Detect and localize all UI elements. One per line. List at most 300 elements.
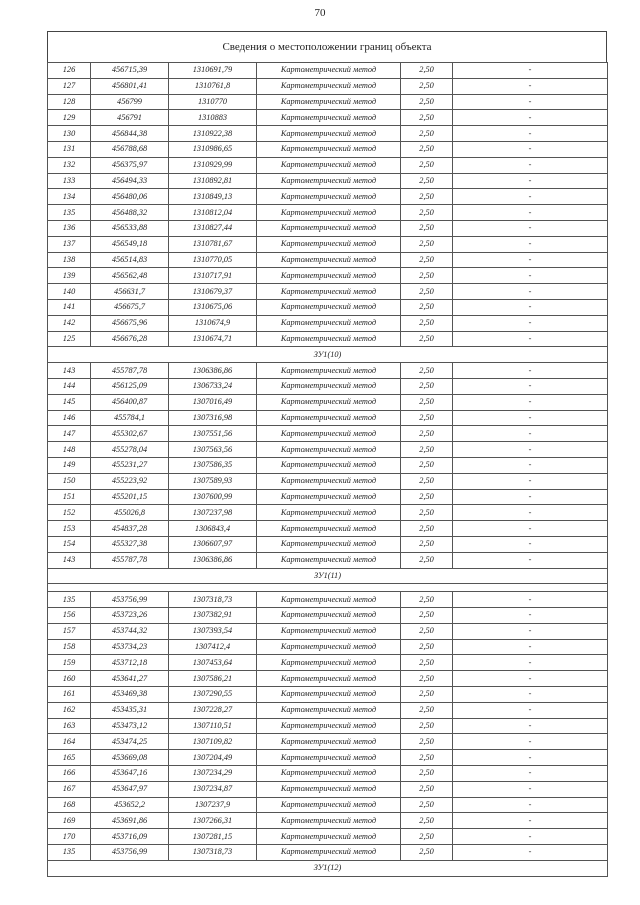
y-coordinate-cell: 1307318,73 xyxy=(169,592,257,608)
method-cell: Картометрический метод xyxy=(257,331,401,347)
table-row xyxy=(48,797,608,813)
x-coordinate-cell: 453473,12 xyxy=(91,718,169,734)
y-coordinate-cell: 1310674,9 xyxy=(169,315,257,331)
y-coordinate-cell: 1307318,73 xyxy=(169,845,257,861)
description-cell: - xyxy=(453,592,608,608)
point-number-cell: 157 xyxy=(48,623,91,639)
x-coordinate-cell: 455223,92 xyxy=(91,473,169,489)
method-cell: Картометрический метод xyxy=(257,457,401,473)
point-number-cell: 135 xyxy=(48,592,91,608)
method-cell: Картометрический метод xyxy=(257,94,401,110)
accuracy-cell: 2,50 xyxy=(401,623,453,639)
accuracy-cell: 2,50 xyxy=(401,608,453,624)
description-cell: - xyxy=(453,687,608,703)
accuracy-cell: 2,50 xyxy=(401,442,453,458)
table-row xyxy=(48,671,608,687)
x-coordinate-cell: 455327,38 xyxy=(91,536,169,552)
x-coordinate-cell: 453756,99 xyxy=(91,845,169,861)
point-number-cell: 154 xyxy=(48,536,91,552)
block-spacer xyxy=(48,584,608,592)
accuracy-cell: 2,50 xyxy=(401,189,453,205)
description-cell: - xyxy=(453,766,608,782)
accuracy-cell: 2,50 xyxy=(401,110,453,126)
accuracy-cell: 2,50 xyxy=(401,505,453,521)
y-coordinate-cell: 1310761,8 xyxy=(169,78,257,94)
point-number-cell: 138 xyxy=(48,252,91,268)
table-row xyxy=(48,505,608,521)
y-coordinate-cell: 1310812,04 xyxy=(169,205,257,221)
point-number-cell: 130 xyxy=(48,126,91,142)
section-label-row xyxy=(48,347,608,363)
x-coordinate-cell: 455787,78 xyxy=(91,552,169,568)
x-coordinate-cell: 453647,16 xyxy=(91,766,169,782)
point-number-cell: 145 xyxy=(48,394,91,410)
point-number-cell: 156 xyxy=(48,608,91,624)
description-cell: - xyxy=(453,457,608,473)
y-coordinate-cell: 1307412,4 xyxy=(169,639,257,655)
table-row xyxy=(48,252,608,268)
method-cell: Картометрический метод xyxy=(257,378,401,394)
x-coordinate-cell: 455231,27 xyxy=(91,457,169,473)
method-cell: Картометрический метод xyxy=(257,426,401,442)
table-row xyxy=(48,315,608,331)
description-cell: - xyxy=(453,623,608,639)
table-row xyxy=(48,189,608,205)
x-coordinate-cell: 453756,99 xyxy=(91,592,169,608)
y-coordinate-cell: 1307589,93 xyxy=(169,473,257,489)
description-cell: - xyxy=(453,205,608,221)
method-cell: Картометрический метод xyxy=(257,813,401,829)
point-number-cell: 137 xyxy=(48,236,91,252)
method-cell: Картометрический метод xyxy=(257,608,401,624)
y-coordinate-cell: 1307586,35 xyxy=(169,457,257,473)
y-coordinate-cell: 1310986,65 xyxy=(169,141,257,157)
section-label: ЗУ1(12) xyxy=(48,860,608,876)
y-coordinate-cell: 1310674,71 xyxy=(169,331,257,347)
x-coordinate-cell: 455302,67 xyxy=(91,426,169,442)
table-row xyxy=(48,63,608,79)
x-coordinate-cell: 456488,32 xyxy=(91,205,169,221)
y-coordinate-cell: 1307016,49 xyxy=(169,394,257,410)
coordinates-table-body xyxy=(48,63,608,877)
table-row xyxy=(48,687,608,703)
x-coordinate-cell: 456675,7 xyxy=(91,299,169,315)
x-coordinate-cell: 456400,87 xyxy=(91,394,169,410)
point-number-cell: 133 xyxy=(48,173,91,189)
x-coordinate-cell: 453469,38 xyxy=(91,687,169,703)
method-cell: Картометрический метод xyxy=(257,845,401,861)
x-coordinate-cell: 456125,09 xyxy=(91,378,169,394)
x-coordinate-cell: 456631,7 xyxy=(91,284,169,300)
method-cell: Картометрический метод xyxy=(257,220,401,236)
point-number-cell: 131 xyxy=(48,141,91,157)
x-coordinate-cell: 456533,88 xyxy=(91,220,169,236)
table-row xyxy=(48,236,608,252)
y-coordinate-cell: 1307316,98 xyxy=(169,410,257,426)
table-row xyxy=(48,536,608,552)
accuracy-cell: 2,50 xyxy=(401,331,453,347)
table-row xyxy=(48,394,608,410)
x-coordinate-cell: 455201,15 xyxy=(91,489,169,505)
table-row xyxy=(48,78,608,94)
x-coordinate-cell: 453716,09 xyxy=(91,829,169,845)
method-cell: Картометрический метод xyxy=(257,671,401,687)
x-coordinate-cell: 456494,33 xyxy=(91,173,169,189)
table-row xyxy=(48,299,608,315)
accuracy-cell: 2,50 xyxy=(401,592,453,608)
y-coordinate-cell: 1310691,79 xyxy=(169,63,257,79)
point-number-cell: 135 xyxy=(48,205,91,221)
y-coordinate-cell: 1310929,99 xyxy=(169,157,257,173)
x-coordinate-cell: 453647,97 xyxy=(91,781,169,797)
table-row xyxy=(48,592,608,608)
accuracy-cell: 2,50 xyxy=(401,718,453,734)
accuracy-cell: 2,50 xyxy=(401,94,453,110)
method-cell: Картометрический метод xyxy=(257,489,401,505)
x-coordinate-cell: 453723,26 xyxy=(91,608,169,624)
method-cell: Картометрический метод xyxy=(257,252,401,268)
accuracy-cell: 2,50 xyxy=(401,78,453,94)
y-coordinate-cell: 1307382,91 xyxy=(169,608,257,624)
description-cell: - xyxy=(453,284,608,300)
description-cell: - xyxy=(453,829,608,845)
method-cell: Картометрический метод xyxy=(257,592,401,608)
description-cell: - xyxy=(453,845,608,861)
point-number-cell: 136 xyxy=(48,220,91,236)
accuracy-cell: 2,50 xyxy=(401,315,453,331)
accuracy-cell: 2,50 xyxy=(401,655,453,671)
point-number-cell: 143 xyxy=(48,363,91,379)
method-cell: Картометрический метод xyxy=(257,126,401,142)
section-label-row xyxy=(48,568,608,584)
table-row xyxy=(48,473,608,489)
y-coordinate-cell: 1307228,27 xyxy=(169,702,257,718)
accuracy-cell: 2,50 xyxy=(401,813,453,829)
accuracy-cell: 2,50 xyxy=(401,236,453,252)
method-cell: Картометрический метод xyxy=(257,766,401,782)
method-cell: Картометрический метод xyxy=(257,205,401,221)
y-coordinate-cell: 1307204,49 xyxy=(169,750,257,766)
table-row xyxy=(48,284,608,300)
accuracy-cell: 2,50 xyxy=(401,671,453,687)
accuracy-cell: 2,50 xyxy=(401,687,453,703)
table-row xyxy=(48,766,608,782)
spacer-cell xyxy=(48,584,608,592)
method-cell: Картометрический метод xyxy=(257,442,401,458)
table-row xyxy=(48,126,608,142)
accuracy-cell: 2,50 xyxy=(401,410,453,426)
boundary-table-sheet xyxy=(47,31,607,877)
description-cell: - xyxy=(453,750,608,766)
table-row xyxy=(48,363,608,379)
method-cell: Картометрический метод xyxy=(257,521,401,537)
table-row xyxy=(48,457,608,473)
method-cell: Картометрический метод xyxy=(257,157,401,173)
method-cell: Картометрический метод xyxy=(257,734,401,750)
y-coordinate-cell: 1307109,82 xyxy=(169,734,257,750)
accuracy-cell: 2,50 xyxy=(401,268,453,284)
method-cell: Картометрический метод xyxy=(257,363,401,379)
accuracy-cell: 2,50 xyxy=(401,489,453,505)
table-row xyxy=(48,489,608,505)
accuracy-cell: 2,50 xyxy=(401,394,453,410)
point-number-cell: 169 xyxy=(48,813,91,829)
x-coordinate-cell: 453691,86 xyxy=(91,813,169,829)
description-cell: - xyxy=(453,63,608,79)
y-coordinate-cell: 1307453,64 xyxy=(169,655,257,671)
y-coordinate-cell: 1307563,56 xyxy=(169,442,257,458)
accuracy-cell: 2,50 xyxy=(401,734,453,750)
point-number-cell: 147 xyxy=(48,426,91,442)
point-number-cell: 150 xyxy=(48,473,91,489)
table-row xyxy=(48,426,608,442)
table-row xyxy=(48,623,608,639)
method-cell: Картометрический метод xyxy=(257,750,401,766)
table-title: Сведения о местоположении границ объекта xyxy=(47,31,607,62)
accuracy-cell: 2,50 xyxy=(401,639,453,655)
description-cell: - xyxy=(453,331,608,347)
method-cell: Картометрический метод xyxy=(257,110,401,126)
description-cell: - xyxy=(453,110,608,126)
accuracy-cell: 2,50 xyxy=(401,845,453,861)
x-coordinate-cell: 455278,04 xyxy=(91,442,169,458)
point-number-cell: 144 xyxy=(48,378,91,394)
method-cell: Картометрический метод xyxy=(257,552,401,568)
y-coordinate-cell: 1306386,86 xyxy=(169,552,257,568)
description-cell: - xyxy=(453,655,608,671)
table-row xyxy=(48,173,608,189)
accuracy-cell: 2,50 xyxy=(401,781,453,797)
table-row xyxy=(48,94,608,110)
method-cell: Картометрический метод xyxy=(257,410,401,426)
description-cell: - xyxy=(453,252,608,268)
y-coordinate-cell: 1310717,91 xyxy=(169,268,257,284)
method-cell: Картометрический метод xyxy=(257,78,401,94)
table-row xyxy=(48,750,608,766)
x-coordinate-cell: 456480,06 xyxy=(91,189,169,205)
point-number-cell: 139 xyxy=(48,268,91,284)
y-coordinate-cell: 1307266,31 xyxy=(169,813,257,829)
accuracy-cell: 2,50 xyxy=(401,157,453,173)
method-cell: Картометрический метод xyxy=(257,687,401,703)
table-row xyxy=(48,205,608,221)
point-number-cell: 162 xyxy=(48,702,91,718)
table-row xyxy=(48,608,608,624)
method-cell: Картометрический метод xyxy=(257,189,401,205)
method-cell: Картометрический метод xyxy=(257,623,401,639)
y-coordinate-cell: 1307237,98 xyxy=(169,505,257,521)
description-cell: - xyxy=(453,442,608,458)
y-coordinate-cell: 1307586,21 xyxy=(169,671,257,687)
description-cell: - xyxy=(453,702,608,718)
point-number-cell: 127 xyxy=(48,78,91,94)
description-cell: - xyxy=(453,797,608,813)
method-cell: Картометрический метод xyxy=(257,505,401,521)
y-coordinate-cell: 1310827,44 xyxy=(169,220,257,236)
y-coordinate-cell: 1307290,55 xyxy=(169,687,257,703)
x-coordinate-cell: 456549,18 xyxy=(91,236,169,252)
description-cell: - xyxy=(453,299,608,315)
y-coordinate-cell: 1310892,81 xyxy=(169,173,257,189)
method-cell: Картометрический метод xyxy=(257,394,401,410)
table-row xyxy=(48,378,608,394)
description-cell: - xyxy=(453,608,608,624)
accuracy-cell: 2,50 xyxy=(401,829,453,845)
accuracy-cell: 2,50 xyxy=(401,220,453,236)
method-cell: Картометрический метод xyxy=(257,781,401,797)
y-coordinate-cell: 1306733,24 xyxy=(169,378,257,394)
table-row xyxy=(48,639,608,655)
point-number-cell: 153 xyxy=(48,521,91,537)
description-cell: - xyxy=(453,141,608,157)
point-number-cell: 140 xyxy=(48,284,91,300)
point-number-cell: 159 xyxy=(48,655,91,671)
x-coordinate-cell: 455787,78 xyxy=(91,363,169,379)
method-cell: Картометрический метод xyxy=(257,536,401,552)
point-number-cell: 129 xyxy=(48,110,91,126)
description-cell: - xyxy=(453,78,608,94)
x-coordinate-cell: 453474,25 xyxy=(91,734,169,750)
y-coordinate-cell: 1307551,56 xyxy=(169,426,257,442)
point-number-cell: 126 xyxy=(48,63,91,79)
accuracy-cell: 2,50 xyxy=(401,252,453,268)
x-coordinate-cell: 456799 xyxy=(91,94,169,110)
accuracy-cell: 2,50 xyxy=(401,63,453,79)
table-row xyxy=(48,781,608,797)
y-coordinate-cell: 1310922,38 xyxy=(169,126,257,142)
coordinates-table xyxy=(47,62,608,877)
y-coordinate-cell: 1307393,54 xyxy=(169,623,257,639)
table-row xyxy=(48,829,608,845)
description-cell: - xyxy=(453,268,608,284)
description-cell: - xyxy=(453,126,608,142)
y-coordinate-cell: 1307237,9 xyxy=(169,797,257,813)
y-coordinate-cell: 1306607,97 xyxy=(169,536,257,552)
point-number-cell: 167 xyxy=(48,781,91,797)
y-coordinate-cell: 1307281,15 xyxy=(169,829,257,845)
accuracy-cell: 2,50 xyxy=(401,552,453,568)
point-number-cell: 168 xyxy=(48,797,91,813)
point-number-cell: 125 xyxy=(48,331,91,347)
point-number-cell: 151 xyxy=(48,489,91,505)
point-number-cell: 128 xyxy=(48,94,91,110)
table-row xyxy=(48,845,608,861)
point-number-cell: 163 xyxy=(48,718,91,734)
method-cell: Картометрический метод xyxy=(257,299,401,315)
method-cell: Картометрический метод xyxy=(257,268,401,284)
section-label: ЗУ1(11) xyxy=(48,568,608,584)
description-cell: - xyxy=(453,473,608,489)
table-row xyxy=(48,442,608,458)
description-cell: - xyxy=(453,521,608,537)
table-row xyxy=(48,410,608,426)
accuracy-cell: 2,50 xyxy=(401,797,453,813)
y-coordinate-cell: 1307234,87 xyxy=(169,781,257,797)
accuracy-cell: 2,50 xyxy=(401,426,453,442)
method-cell: Картометрический метод xyxy=(257,829,401,845)
x-coordinate-cell: 456562,48 xyxy=(91,268,169,284)
table-row xyxy=(48,331,608,347)
method-cell: Картометрический метод xyxy=(257,315,401,331)
y-coordinate-cell: 1307600,99 xyxy=(169,489,257,505)
method-cell: Картометрический метод xyxy=(257,655,401,671)
method-cell: Картометрический метод xyxy=(257,236,401,252)
accuracy-cell: 2,50 xyxy=(401,750,453,766)
x-coordinate-cell: 453641,27 xyxy=(91,671,169,687)
x-coordinate-cell: 456675,96 xyxy=(91,315,169,331)
x-coordinate-cell: 453435,31 xyxy=(91,702,169,718)
point-number-cell: 134 xyxy=(48,189,91,205)
table-row xyxy=(48,220,608,236)
description-cell: - xyxy=(453,734,608,750)
description-cell: - xyxy=(453,489,608,505)
description-cell: - xyxy=(453,718,608,734)
table-row xyxy=(48,157,608,173)
point-number-cell: 161 xyxy=(48,687,91,703)
point-number-cell: 170 xyxy=(48,829,91,845)
table-row xyxy=(48,141,608,157)
description-cell: - xyxy=(453,363,608,379)
x-coordinate-cell: 453669,08 xyxy=(91,750,169,766)
y-coordinate-cell: 1306386,86 xyxy=(169,363,257,379)
description-cell: - xyxy=(453,378,608,394)
y-coordinate-cell: 1310849,13 xyxy=(169,189,257,205)
description-cell: - xyxy=(453,220,608,236)
table-row xyxy=(48,110,608,126)
method-cell: Картометрический метод xyxy=(257,639,401,655)
table-row xyxy=(48,521,608,537)
y-coordinate-cell: 1310679,37 xyxy=(169,284,257,300)
point-number-cell: 152 xyxy=(48,505,91,521)
page-number: 70 xyxy=(314,7,326,19)
x-coordinate-cell: 456791 xyxy=(91,110,169,126)
table-row xyxy=(48,655,608,671)
x-coordinate-cell: 453652,2 xyxy=(91,797,169,813)
y-coordinate-cell: 1310675,06 xyxy=(169,299,257,315)
description-cell: - xyxy=(453,671,608,687)
x-coordinate-cell: 456801,41 xyxy=(91,78,169,94)
table-row xyxy=(48,268,608,284)
y-coordinate-cell: 1307110,51 xyxy=(169,718,257,734)
description-cell: - xyxy=(453,315,608,331)
y-coordinate-cell: 1310770 xyxy=(169,94,257,110)
method-cell: Картометрический метод xyxy=(257,284,401,300)
description-cell: - xyxy=(453,236,608,252)
description-cell: - xyxy=(453,426,608,442)
point-number-cell: 135 xyxy=(48,845,91,861)
description-cell: - xyxy=(453,639,608,655)
section-label-row xyxy=(48,860,608,876)
point-number-cell: 160 xyxy=(48,671,91,687)
x-coordinate-cell: 454837,28 xyxy=(91,521,169,537)
point-number-cell: 143 xyxy=(48,552,91,568)
description-cell: - xyxy=(453,410,608,426)
point-number-cell: 165 xyxy=(48,750,91,766)
x-coordinate-cell: 456788,68 xyxy=(91,141,169,157)
description-cell: - xyxy=(453,173,608,189)
table-row xyxy=(48,552,608,568)
description-cell: - xyxy=(453,94,608,110)
description-cell: - xyxy=(453,813,608,829)
description-cell: - xyxy=(453,781,608,797)
accuracy-cell: 2,50 xyxy=(401,173,453,189)
x-coordinate-cell: 456844,38 xyxy=(91,126,169,142)
description-cell: - xyxy=(453,552,608,568)
method-cell: Картометрический метод xyxy=(257,473,401,489)
accuracy-cell: 2,50 xyxy=(401,536,453,552)
accuracy-cell: 2,50 xyxy=(401,363,453,379)
x-coordinate-cell: 456676,28 xyxy=(91,331,169,347)
